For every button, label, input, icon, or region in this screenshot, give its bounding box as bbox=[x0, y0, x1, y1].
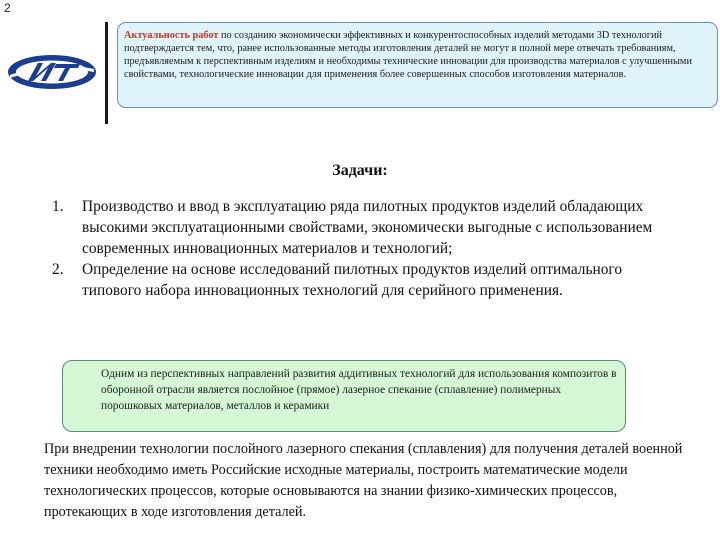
relevance-text: по созданию экономически эффективных и конкурентоспособных изделий методами 3D технологий подтверждается тем, что, ранее использованные методы изготовления деталей не могут в полной мере отвечать требованиям, предъявляемым к перспективным изделиям и необходимы технические инновации для производства материалов с улучшенными свойствами, технологические инновации для применения более совершенных способов изготовления материалов. bbox=[124, 30, 692, 80]
task-text: Производство и ввод в эксплуатацию ряда пилотных продуктов изделий обладающих высокими эксплуатационными свойствами, экономически выгодные с использованием современных инновационных материалов и технологий; bbox=[82, 198, 653, 257]
tasks-list bbox=[52, 196, 672, 301]
company-logo-icon bbox=[6, 52, 98, 92]
tasks-heading: Задачи: bbox=[332, 162, 388, 179]
task-item bbox=[52, 196, 672, 259]
vertical-divider bbox=[105, 22, 108, 124]
task-number: 1. bbox=[52, 198, 64, 215]
slide-number: 2 bbox=[4, 1, 11, 15]
conclusion-paragraph: При внедрении технологии послойного лазерного спекания (сплавления) для получения деталей военной техники необходимо иметь Российские исходные материалы, построить математические модели технологических процессов, которые основываются на знании физико-химических процессов, протекающих в ходе изготовления деталей. bbox=[44, 441, 683, 520]
additive-tech-text: Одним из перспективных направлений развития аддитивных технологий для использования композитов в оборонной отрасли является послойное (прямое) лазерное спекание (сплавление) полимерных порошковых материалов, металлов и керамики bbox=[101, 368, 617, 412]
additive-tech-box bbox=[62, 360, 626, 432]
relevance-box bbox=[117, 22, 718, 108]
relevance-highlight: Актуальность работ bbox=[124, 30, 219, 41]
task-item bbox=[52, 259, 672, 301]
task-text: Определение на основе исследований пилотных продуктов изделий оптимального типового набора инновационных технологий для серийного применения. bbox=[82, 261, 623, 299]
task-number: 2. bbox=[52, 261, 64, 278]
